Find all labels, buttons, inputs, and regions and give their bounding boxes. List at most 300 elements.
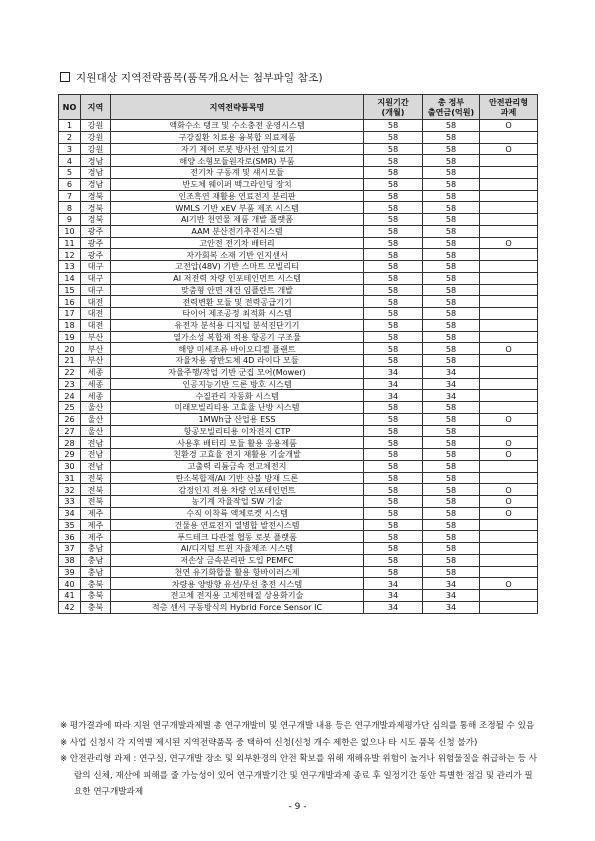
- cell-safety: [480, 167, 538, 179]
- cell-item-name: 항공모빌리티용 이차전지 CTP: [111, 425, 364, 437]
- cell-no: 20: [59, 343, 81, 355]
- cell-item-name: 저손상 금속분리판 도입 PEMFC: [111, 554, 364, 566]
- cell-region: 제주: [81, 531, 111, 543]
- cell-safety: [480, 519, 538, 531]
- table-row: [59, 449, 538, 461]
- cell-item-name: 고안전 전기차 배터리: [111, 237, 364, 249]
- cell-period: 58: [364, 496, 423, 508]
- cell-item-name: 유전자 분석용 디지털 분석진단기기: [111, 319, 364, 331]
- cell-item-name: 1MWh급 산업용 ESS: [111, 413, 364, 425]
- cell-no: 29: [59, 449, 81, 461]
- cell-safety: [480, 331, 538, 343]
- cell-region: 충남: [81, 566, 111, 578]
- cell-period: 58: [364, 519, 423, 531]
- cell-safety: O: [480, 507, 538, 519]
- cell-item-name: 천연 유기화합물 활용 항바이러스제: [111, 566, 364, 578]
- cell-period: 58: [364, 131, 423, 143]
- table-row: [59, 319, 538, 331]
- col-header-period: 지원기간 (개월): [364, 95, 423, 120]
- cell-item-name: WMLS 기반 xEV 부품 제조 시스템: [111, 202, 364, 214]
- cell-funding: 58: [423, 331, 480, 343]
- cell-item-name: 적층 센서 구동방식의 Hybrid Force Sensor IC: [111, 601, 364, 613]
- cell-safety: [480, 390, 538, 402]
- cell-region: 경남: [81, 155, 111, 167]
- cell-region: 대구: [81, 261, 111, 273]
- cell-item-name: 인조흑연 재활용 연료전지 분리판: [111, 190, 364, 202]
- cell-safety: [480, 261, 538, 273]
- cell-no: 12: [59, 249, 81, 261]
- cell-safety: O: [480, 449, 538, 461]
- cell-item-name: 타이어 제조공정 최적화 시스템: [111, 308, 364, 320]
- cell-no: 34: [59, 507, 81, 519]
- cell-item-name: 자가회복 소재 기반 인지센서: [111, 249, 364, 261]
- cell-funding: 58: [423, 543, 480, 555]
- table-row: [59, 167, 538, 179]
- cell-period: 34: [364, 366, 423, 378]
- cell-safety: O: [480, 237, 538, 249]
- cell-safety: [480, 308, 538, 320]
- cell-region: 대전: [81, 319, 111, 331]
- cell-funding: 58: [423, 296, 480, 308]
- cell-funding: 58: [423, 437, 480, 449]
- cell-no: 18: [59, 319, 81, 331]
- cell-region: 대구: [81, 272, 111, 284]
- table-row: [59, 507, 538, 519]
- col-header-funding: 총 정부 출연금(억원): [423, 95, 480, 120]
- cell-period: 58: [364, 437, 423, 449]
- cell-period: 58: [364, 484, 423, 496]
- cell-region: 전북: [81, 496, 111, 508]
- cell-safety: O: [480, 120, 538, 132]
- table-row: [59, 378, 538, 390]
- cell-safety: [480, 543, 538, 555]
- cell-no: 16: [59, 296, 81, 308]
- cell-no: 3: [59, 143, 81, 155]
- cell-period: 58: [364, 272, 423, 284]
- cell-period: 58: [364, 507, 423, 519]
- cell-funding: 58: [423, 319, 480, 331]
- table-row: [59, 143, 538, 155]
- table-row: [59, 190, 538, 202]
- cell-safety: [480, 178, 538, 190]
- cell-item-name: 친환경 고효율 전지 재활용 기술개발: [111, 449, 364, 461]
- cell-item-name: 액화수소 탱크 및 수소충전 운영시스템: [111, 120, 364, 132]
- cell-region: 전남: [81, 437, 111, 449]
- cell-funding: 34: [423, 590, 480, 602]
- cell-funding: 58: [423, 284, 480, 296]
- cell-safety: [480, 554, 538, 566]
- cell-region: 충남: [81, 543, 111, 555]
- table-row: [59, 472, 538, 484]
- cell-funding: 58: [423, 190, 480, 202]
- cell-safety: [480, 155, 538, 167]
- cell-region: 충남: [81, 554, 111, 566]
- cell-period: 58: [364, 202, 423, 214]
- table-row: [59, 402, 538, 414]
- cell-funding: 58: [423, 531, 480, 543]
- table-row: [59, 519, 538, 531]
- cell-period: 58: [364, 120, 423, 132]
- cell-region: 경북: [81, 214, 111, 226]
- cell-no: 14: [59, 272, 81, 284]
- table-row: [59, 460, 538, 472]
- cell-period: 58: [364, 167, 423, 179]
- col-header-region: 지역: [81, 95, 111, 120]
- table-row: [59, 296, 538, 308]
- cell-item-name: 건물용 연료전지 열병합 발전시스템: [111, 519, 364, 531]
- cell-funding: 58: [423, 202, 480, 214]
- cell-safety: [480, 319, 538, 331]
- cell-funding: 58: [423, 413, 480, 425]
- table-row: [59, 131, 538, 143]
- cell-period: 58: [364, 449, 423, 461]
- cell-period: 34: [364, 390, 423, 402]
- cell-region: 강원: [81, 120, 111, 132]
- cell-region: 광주: [81, 237, 111, 249]
- cell-region: 부산: [81, 355, 111, 367]
- cell-safety: [480, 366, 538, 378]
- table-header-row: [59, 95, 538, 120]
- cell-safety: [480, 296, 538, 308]
- table-row: [59, 120, 538, 132]
- cell-region: 부산: [81, 343, 111, 355]
- table-row: [59, 178, 538, 190]
- cell-period: 58: [364, 472, 423, 484]
- footnote: ※ 사업 신청시 각 지역별 제시된 지역전략품목 중 택하여 신청(신청 개수 제한은 없으나 타 시도 품목 신청 불가): [60, 737, 478, 748]
- table-row: [59, 531, 538, 543]
- cell-funding: 58: [423, 472, 480, 484]
- cell-period: 58: [364, 331, 423, 343]
- cell-item-name: 자기 제어 로봇 방사선 암치료기: [111, 143, 364, 155]
- cell-item-name: 전고체 전지용 고체전해질 상용화기술: [111, 590, 364, 602]
- cell-funding: 58: [423, 261, 480, 273]
- cell-period: 58: [364, 284, 423, 296]
- cell-period: 58: [364, 355, 423, 367]
- table-row: [59, 554, 538, 566]
- cell-no: 17: [59, 308, 81, 320]
- table-row: [59, 413, 538, 425]
- cell-region: 세종: [81, 378, 111, 390]
- cell-region: 경남: [81, 178, 111, 190]
- cell-item-name: AI 저전력 차량 인포테인먼트 시스템: [111, 272, 364, 284]
- table-row: [59, 261, 538, 273]
- cell-region: 충북: [81, 590, 111, 602]
- table-row: [59, 272, 538, 284]
- cell-item-name: 푸드테크 다관절 협동 로봇 플랫폼: [111, 531, 364, 543]
- table-row: [59, 390, 538, 402]
- cell-funding: 58: [423, 308, 480, 320]
- cell-region: 전남: [81, 449, 111, 461]
- cell-safety: [480, 425, 538, 437]
- cell-period: 58: [364, 402, 423, 414]
- cell-no: 39: [59, 566, 81, 578]
- cell-no: 38: [59, 554, 81, 566]
- cell-safety: [480, 402, 538, 414]
- cell-item-name: 인공지능기반 드론 방호 시스템: [111, 378, 364, 390]
- cell-safety: [480, 214, 538, 226]
- cell-safety: O: [480, 484, 538, 496]
- cell-funding: 58: [423, 143, 480, 155]
- cell-item-name: 해양 미세조류 바이오디젤 플랜트: [111, 343, 364, 355]
- cell-safety: [480, 249, 538, 261]
- table-row: [59, 237, 538, 249]
- table-row: [59, 284, 538, 296]
- cell-item-name: 미래모빌리티용 고효율 난방 시스템: [111, 402, 364, 414]
- cell-no: 6: [59, 178, 81, 190]
- cell-no: 4: [59, 155, 81, 167]
- section-heading: [60, 70, 323, 85]
- cell-period: 34: [364, 578, 423, 590]
- cell-safety: O: [480, 496, 538, 508]
- cell-funding: 58: [423, 237, 480, 249]
- cell-item-name: AI기반 천연물 제품 개발 플랫폼: [111, 214, 364, 226]
- cell-item-name: 수직 이착륙 액체로켓 시스템: [111, 507, 364, 519]
- cell-region: 강원: [81, 143, 111, 155]
- cell-safety: O: [480, 413, 538, 425]
- cell-region: 강원: [81, 131, 111, 143]
- cell-no: 28: [59, 437, 81, 449]
- strategic-items-table: [58, 94, 538, 614]
- cell-no: 9: [59, 214, 81, 226]
- cell-funding: 34: [423, 578, 480, 590]
- cell-no: 40: [59, 578, 81, 590]
- cell-safety: [480, 202, 538, 214]
- cell-safety: [480, 460, 538, 472]
- cell-item-name: AAM 분산전기추진시스템: [111, 225, 364, 237]
- table-row: [59, 225, 538, 237]
- cell-safety: O: [480, 343, 538, 355]
- cell-funding: 58: [423, 249, 480, 261]
- cell-period: 34: [364, 601, 423, 613]
- cell-funding: 58: [423, 155, 480, 167]
- cell-region: 광주: [81, 249, 111, 261]
- cell-region: 충북: [81, 601, 111, 613]
- cell-safety: [480, 566, 538, 578]
- checkbox-square-icon: [60, 72, 70, 82]
- cell-no: 21: [59, 355, 81, 367]
- cell-period: 58: [364, 249, 423, 261]
- cell-safety: [480, 272, 538, 284]
- cell-no: 15: [59, 284, 81, 296]
- cell-region: 세종: [81, 366, 111, 378]
- cell-no: 23: [59, 378, 81, 390]
- cell-funding: 58: [423, 120, 480, 132]
- cell-period: 58: [364, 225, 423, 237]
- table-row: [59, 590, 538, 602]
- col-header-item-name: 지역전략품목명: [111, 95, 364, 120]
- cell-region: 대전: [81, 296, 111, 308]
- cell-no: 10: [59, 225, 81, 237]
- cell-funding: 58: [423, 460, 480, 472]
- cell-funding: 58: [423, 507, 480, 519]
- cell-period: 58: [364, 413, 423, 425]
- cell-no: 36: [59, 531, 81, 543]
- footnote: ※ 평가결과에 따라 지원 연구개발과제별 총 연구개발비 및 연구개발 내용 등은 연구개발과제평가단 심의를 통해 조정될 수 있음: [60, 721, 535, 731]
- cell-no: 5: [59, 167, 81, 179]
- cell-no: 32: [59, 484, 81, 496]
- cell-funding: 58: [423, 355, 480, 367]
- cell-period: 58: [364, 543, 423, 555]
- table-row: [59, 437, 538, 449]
- section-heading-text: 지원대상 지역전략품목(품목개요서는 첨부파일 참조): [76, 72, 323, 84]
- cell-item-name: 전기차 구동계 및 섀시모듈: [111, 167, 364, 179]
- table-row: [59, 202, 538, 214]
- cell-region: 경북: [81, 202, 111, 214]
- table-row: [59, 601, 538, 613]
- cell-period: 58: [364, 296, 423, 308]
- cell-period: 58: [364, 566, 423, 578]
- cell-funding: 58: [423, 554, 480, 566]
- cell-funding: 58: [423, 131, 480, 143]
- cell-region: 울산: [81, 413, 111, 425]
- cell-safety: [480, 284, 538, 296]
- cell-funding: 34: [423, 390, 480, 402]
- table-row: [59, 249, 538, 261]
- table-row: [59, 366, 538, 378]
- cell-item-name: 농기계 자율작업 SW 기술: [111, 496, 364, 508]
- cell-region: 대전: [81, 308, 111, 320]
- cell-no: 37: [59, 543, 81, 555]
- cell-safety: [480, 531, 538, 543]
- cell-safety: O: [480, 143, 538, 155]
- cell-no: 22: [59, 366, 81, 378]
- cell-no: 26: [59, 413, 81, 425]
- cell-funding: 58: [423, 402, 480, 414]
- cell-period: 58: [364, 143, 423, 155]
- cell-no: 25: [59, 402, 81, 414]
- cell-funding: 58: [423, 225, 480, 237]
- cell-funding: 58: [423, 519, 480, 531]
- cell-funding: 34: [423, 378, 480, 390]
- cell-item-name: AI/디지털 트윈 자율제조 시스템: [111, 543, 364, 555]
- cell-item-name: 열가소성 복합재 적용 항공기 구조물: [111, 331, 364, 343]
- cell-item-name: 고전압(48V) 기반 스마트 모빌리티: [111, 261, 364, 273]
- cell-period: 58: [364, 531, 423, 543]
- cell-no: 35: [59, 519, 81, 531]
- cell-item-name: 해양 소형모듈원자로(SMR) 부품: [111, 155, 364, 167]
- cell-funding: 34: [423, 366, 480, 378]
- cell-item-name: 사용후 배터리 모듈 활용 응용제품: [111, 437, 364, 449]
- cell-period: 58: [364, 237, 423, 249]
- cell-period: 58: [364, 155, 423, 167]
- cell-safety: [480, 472, 538, 484]
- footnote: ※ 안전관리형 과제 : 연구실, 연구개발 장소 및 외부환경의 안전 확보를 위해 재해유발 위험이 높거나 위험물질을 취급하는 등 사람의 신체, 재산에 피해를 줄 가능성이 있어 연구개발기간 및 연구개발과제 종료 후 일정기간 동안 특별한 점검 및 관리가 필요한 연구개발과제: [60, 754, 538, 797]
- cell-period: 58: [364, 319, 423, 331]
- cell-region: 세종: [81, 390, 111, 402]
- table-row: [59, 155, 538, 167]
- table-row: [59, 331, 538, 343]
- cell-no: 30: [59, 460, 81, 472]
- cell-item-name: 탄소복합재/AI 기반 산불 방재 드론: [111, 472, 364, 484]
- cell-funding: 58: [423, 343, 480, 355]
- table-row: [59, 425, 538, 437]
- cell-period: 34: [364, 590, 423, 602]
- cell-funding: 58: [423, 178, 480, 190]
- cell-period: 34: [364, 378, 423, 390]
- cell-funding: 58: [423, 449, 480, 461]
- cell-no: 42: [59, 601, 81, 613]
- cell-no: 13: [59, 261, 81, 273]
- cell-period: 58: [364, 308, 423, 320]
- cell-no: 11: [59, 237, 81, 249]
- cell-safety: [480, 131, 538, 143]
- cell-period: 58: [364, 178, 423, 190]
- table-row: [59, 214, 538, 226]
- cell-no: 41: [59, 590, 81, 602]
- cell-region: 경북: [81, 190, 111, 202]
- cell-safety: [480, 590, 538, 602]
- cell-item-name: 수질관리 자동화 시스템: [111, 390, 364, 402]
- cell-region: 부산: [81, 331, 111, 343]
- cell-item-name: 고출력 리튬금속 전고체전지: [111, 460, 364, 472]
- cell-region: 전북: [81, 484, 111, 496]
- page-number: - 9 -: [288, 802, 307, 812]
- cell-item-name: 전력변환 모듈 및 전력공급기기: [111, 296, 364, 308]
- cell-item-name: 차량용 양방향 유선/무선 충전 시스템: [111, 578, 364, 590]
- table-row: [59, 566, 538, 578]
- cell-item-name: 반도체 웨이퍼 백그라인딩 장치: [111, 178, 364, 190]
- table-row: [59, 543, 538, 555]
- table-row: [59, 484, 538, 496]
- cell-no: 1: [59, 120, 81, 132]
- cell-funding: 34: [423, 601, 480, 613]
- cell-item-name: 자율주행/작업 기반 군집 모어(Mower): [111, 366, 364, 378]
- cell-region: 제주: [81, 519, 111, 531]
- cell-no: 33: [59, 496, 81, 508]
- cell-no: 27: [59, 425, 81, 437]
- table-row: [59, 343, 538, 355]
- cell-funding: 58: [423, 214, 480, 226]
- cell-region: 전남: [81, 460, 111, 472]
- cell-item-name: 자율차용 광반도체 4D 라이다 모듈: [111, 355, 364, 367]
- table-body: [59, 120, 538, 614]
- cell-funding: 58: [423, 566, 480, 578]
- cell-region: 광주: [81, 225, 111, 237]
- cell-period: 58: [364, 554, 423, 566]
- cell-period: 58: [364, 425, 423, 437]
- footnotes: [60, 718, 540, 801]
- table-row: [59, 496, 538, 508]
- cell-region: 경남: [81, 167, 111, 179]
- cell-period: 58: [364, 460, 423, 472]
- cell-period: 58: [364, 261, 423, 273]
- cell-period: 58: [364, 214, 423, 226]
- cell-item-name: 맞춤형 안면 재건 임플란트 개발: [111, 284, 364, 296]
- table-row: [59, 355, 538, 367]
- cell-no: 19: [59, 331, 81, 343]
- cell-funding: 58: [423, 484, 480, 496]
- cell-no: 2: [59, 131, 81, 143]
- cell-region: 제주: [81, 507, 111, 519]
- cell-item-name: 구강질환 치료용 융복합 의료제품: [111, 131, 364, 143]
- cell-funding: 58: [423, 272, 480, 284]
- cell-safety: O: [480, 437, 538, 449]
- cell-no: 31: [59, 472, 81, 484]
- table-row: [59, 578, 538, 590]
- cell-safety: [480, 378, 538, 390]
- col-header-no: NO: [59, 95, 81, 120]
- cell-funding: 58: [423, 425, 480, 437]
- cell-safety: [480, 190, 538, 202]
- cell-funding: 58: [423, 167, 480, 179]
- cell-item-name: 감정인지 적용 차량 인포테인먼트: [111, 484, 364, 496]
- cell-safety: [480, 601, 538, 613]
- cell-safety: O: [480, 578, 538, 590]
- cell-safety: [480, 225, 538, 237]
- cell-no: 7: [59, 190, 81, 202]
- cell-region: 울산: [81, 402, 111, 414]
- cell-no: 8: [59, 202, 81, 214]
